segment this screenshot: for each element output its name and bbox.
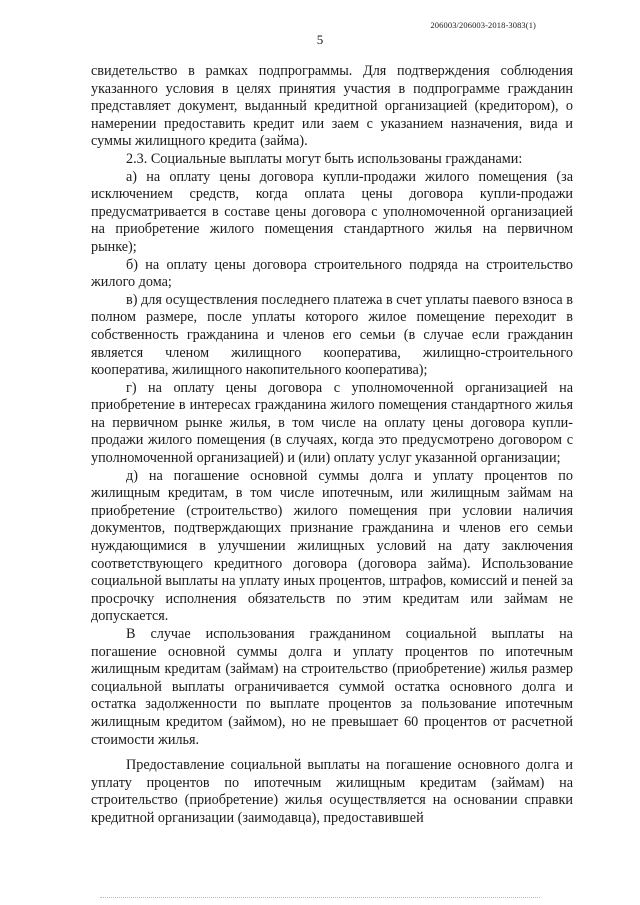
- paragraph-item-b: б) на оплату цены договора строительного подряда на строительство жилого дома;: [91, 256, 573, 291]
- paragraph-section-2-3: 2.3. Социальные выплаты могут быть использованы гражданами:: [126, 150, 523, 167]
- paragraph-item-d: д) на погашение основной суммы долга и уплату процентов по жилищным кредитам, в том числе ипотечным, или жилищным займам на приобретение (строительство) жилого помещения при условии наличия документов, подтверждающих признание гражданина и членов его семьи нуждающимися в улучшении жилищных условий на дату заключения соответствующего кредитного договора (договора займа). Использование социальной выплаты на уплату иных процентов, штрафов, комиссий и пеней за просрочку исполнения обязательств по этим кредитам или займам не допускается.: [91, 467, 573, 625]
- paragraph-mortgage-limit: В случае использования гражданином социальной выплаты на погашение основной суммы долга и уплату процентов по ипотечным жилищным кредитам (займам) на строительство (приобретение) жилья размер социальной выплаты ограничивается суммой остатка основного долга и остатка задолженности по выплате процентов за пользование ипотечным жилищным кредитом (займом), но не превышает 60 процентов от расчетной стоимости жилья.: [91, 626, 573, 748]
- document-code: 206003/206003-2018-3083(1): [430, 20, 536, 30]
- paragraph-item-v: в) для осуществления последнего платежа в счет уплаты паевого взноса в полном размере, после уплаты которого жилое помещение переходит в собственность гражданина и членов его семьи (в случае если гражданин является членом жилищного кооператива, жилищно-строительного кооператива, жилищного накопительного кооператива);: [91, 291, 573, 379]
- page-number: 5: [316, 32, 324, 47]
- document-body: [91, 63, 573, 828]
- paragraph-item-a: а) на оплату цены договора купли-продажи жилого помещения (за исключением средств, когда оплата цены договора купли-продажи предусматривается в составе цены договора с уполномоченной организацией на приобретение жилого помещения стандартного жилья на первичном рынке);: [91, 168, 573, 255]
- paragraph-item-g: г) на оплату цены договора с уполномоченной организацией на приобретение в интересах гражданина жилого помещения стандартного жилья на первичном рынке жилья, в том числе на оплату цены договора купли-продажи жилого помещения (в случаях, когда это предусмотрено договором с уполномоченной организацией) и (или) оплату услуг указанной организации;: [91, 379, 573, 467]
- bottom-scan-edge: [100, 897, 540, 898]
- paragraph-mortgage-basis: Предоставление социальной выплаты на погашение основного долга и уплату процентов по ипотечным жилищным кредитам (займам) на строительство (приобретение) жилья осуществляется на основании справки кредитной организации (заимодавца), предоставившей: [91, 757, 573, 826]
- paragraph-continuation: свидетельство в рамках подпрограммы. Для подтверждения соблюдения указанного условия в целях принятия участия в подпрограмме гражданин представляет документ, выданный кредитной организацией (кредитором), о намерении предоставить кредит или заем с указанием назначения, вида и суммы жилищного кредита (займа).: [91, 63, 573, 150]
